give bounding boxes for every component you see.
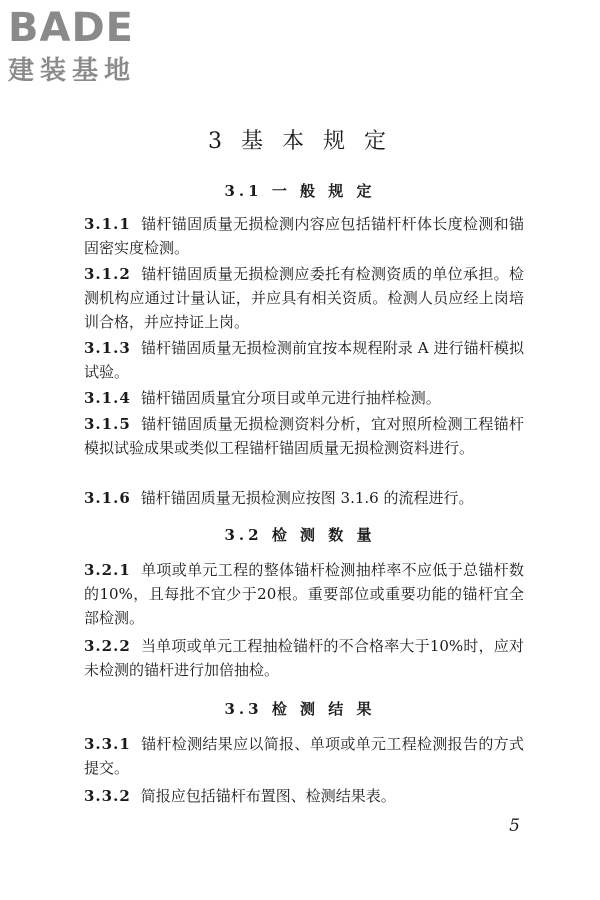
logo-brand-text: BADE	[8, 5, 134, 51]
clause-number: 3.1.3	[84, 339, 131, 357]
clause-text: 锚杆锚固质量无损检测资料分析，宜对照所检测工程锚杆模拟试验成果或类似工程锚杆锚固质量无损检测资料进行。	[84, 415, 524, 457]
clause-3-1-3	[84, 336, 524, 384]
logo-subtitle: 建装基地	[8, 56, 137, 86]
clause-3-1-6	[84, 486, 524, 510]
page-number: 5	[509, 816, 520, 836]
clause-number: 3.2.1	[84, 561, 131, 579]
clause-text: 锚杆锚固质量宜分项目或单元进行抽样检测。	[140, 389, 441, 407]
clause-number: 3.1.1	[84, 215, 131, 233]
section-title-3-2: 3.2 检 测 数 量	[224, 526, 376, 544]
clause-text: 简报应包括锚杆布置图、检测结果表。	[140, 787, 396, 805]
section-title-3-3: 3.3 检 测 结 果	[224, 700, 376, 718]
clause-3-1-1	[84, 212, 524, 260]
clause-number: 3.3.1	[84, 735, 131, 753]
clause-3-3-1	[84, 732, 524, 780]
clause-text: 当单项或单元工程抽检锚杆的不合格率大于10%时，应对未检测的锚杆进行加倍抽检。	[84, 637, 524, 679]
clause-number: 3.1.4	[84, 389, 131, 407]
clause-text: 锚杆锚固质量无损检测前宜按本规程附录 A 进行锚杆模拟试验。	[84, 339, 524, 381]
clause-text: 锚杆锚固质量无损检测应按图 3.1.6 的流程进行。	[140, 489, 474, 507]
clause-number: 3.2.2	[84, 637, 131, 655]
brand-logo	[8, 6, 178, 86]
chapter-title: 3 基 本 规 定	[208, 129, 392, 154]
clause-3-1-2	[84, 262, 524, 334]
clause-3-3-2	[84, 784, 524, 808]
clause-number: 3.1.2	[84, 265, 131, 283]
clause-number: 3.1.5	[84, 415, 131, 433]
clause-3-1-4	[84, 386, 524, 410]
clause-text: 单项或单元工程的整体锚杆检测抽样率不应低于总锚杆数的10%，且每批不宜少于20根。重要部位或重要功能的锚杆宜全部检测。	[84, 561, 524, 627]
clause-3-2-2	[84, 634, 524, 682]
clause-text: 锚杆检测结果应以简报、单项或单元工程检测报告的方式提交。	[84, 735, 524, 777]
clause-text: 锚杆锚固质量无损检测应委托有检测资质的单位承担。检测机构应通过计量认证，并应具有相关资质。检测人员应经上岗培训合格，并应持证上岗。	[84, 265, 524, 331]
clause-3-1-5	[84, 412, 524, 460]
clause-3-2-1	[84, 558, 524, 630]
section-title-3-1: 3.1 一 般 规 定	[224, 182, 376, 200]
clause-number: 3.1.6	[84, 489, 131, 507]
clause-text: 锚杆锚固质量无损检测内容应包括锚杆杆体长度检测和锚固密实度检测。	[84, 215, 524, 257]
clause-number: 3.3.2	[84, 787, 131, 805]
